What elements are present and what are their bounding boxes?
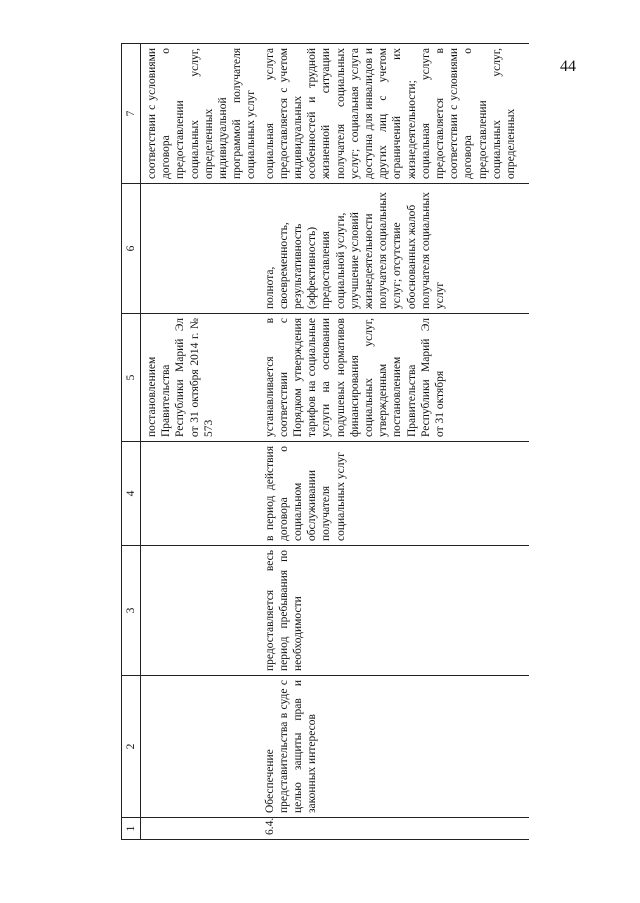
cell-conditions: социальная услуга предоставляется с учетом индивидуальных особенностей и трудной жизненной ситуации получателя социальных услуг; социальная услуга доступна для инвалидов и других лиц с учетом ограничений их жизнедеятельности; социальная услуга предоставляется в соответствии с условиями договора о предоставлении социальных услуг, определенных (259, 44, 529, 184)
table-row-continued (141, 44, 259, 840)
header-col-6: 6 (122, 184, 141, 314)
cell-indicators (141, 184, 259, 314)
header-row (122, 44, 141, 840)
cell-term: в период действия договора о социальном обслуживании получателя социальных услуг (259, 442, 529, 546)
header-col-7: 7 (122, 44, 141, 184)
header-col-3: 3 (122, 546, 141, 676)
rotated-page-content (121, 44, 545, 840)
rotated-table-wrapper (121, 44, 545, 840)
cell-conditions: соответствии с условиями договора о предоставлении социальных услуг, определенных индивидуальной программой получателя социальных услуг (141, 44, 259, 184)
page-number: 44 (560, 58, 576, 75)
cell-volume (141, 546, 259, 676)
cell-number (141, 818, 259, 840)
cell-tariff: устанавливается в соответствии с Порядком утверждения тарифов на социальные услуги на основании подушевых нормативов финансирования социальных услуг, утвержденным постановлением Правительства Республики Марий Эл от 31 октября (259, 314, 529, 442)
header-col-4: 4 (122, 442, 141, 546)
header-col-2: 2 (122, 676, 141, 818)
cell-tariff: постановлением Правительства Республики Марий Эл от 31 октября 2014 г. № 573 (141, 314, 259, 442)
header-col-5: 5 (122, 314, 141, 442)
cell-service-name (141, 676, 259, 818)
cell-service-name: Обеспечение представительства в суде с целью защиты прав и законных интересов (259, 676, 529, 818)
cell-number: 6.4. (259, 818, 529, 840)
services-table (121, 43, 529, 840)
cell-indicators: полнота, своевременность, результативность (эффективность) предоставления социальной услуги, улучшение условий жизнедеятельности получателя социальных услуг; отсутствие обоснованных жалоб получателя социальных услуг (259, 184, 529, 314)
header-col-1: 1 (122, 818, 141, 840)
cell-term (141, 442, 259, 546)
table-row (259, 44, 529, 840)
cell-volume: предоставляется весь период пребывания по необходимости (259, 546, 529, 676)
